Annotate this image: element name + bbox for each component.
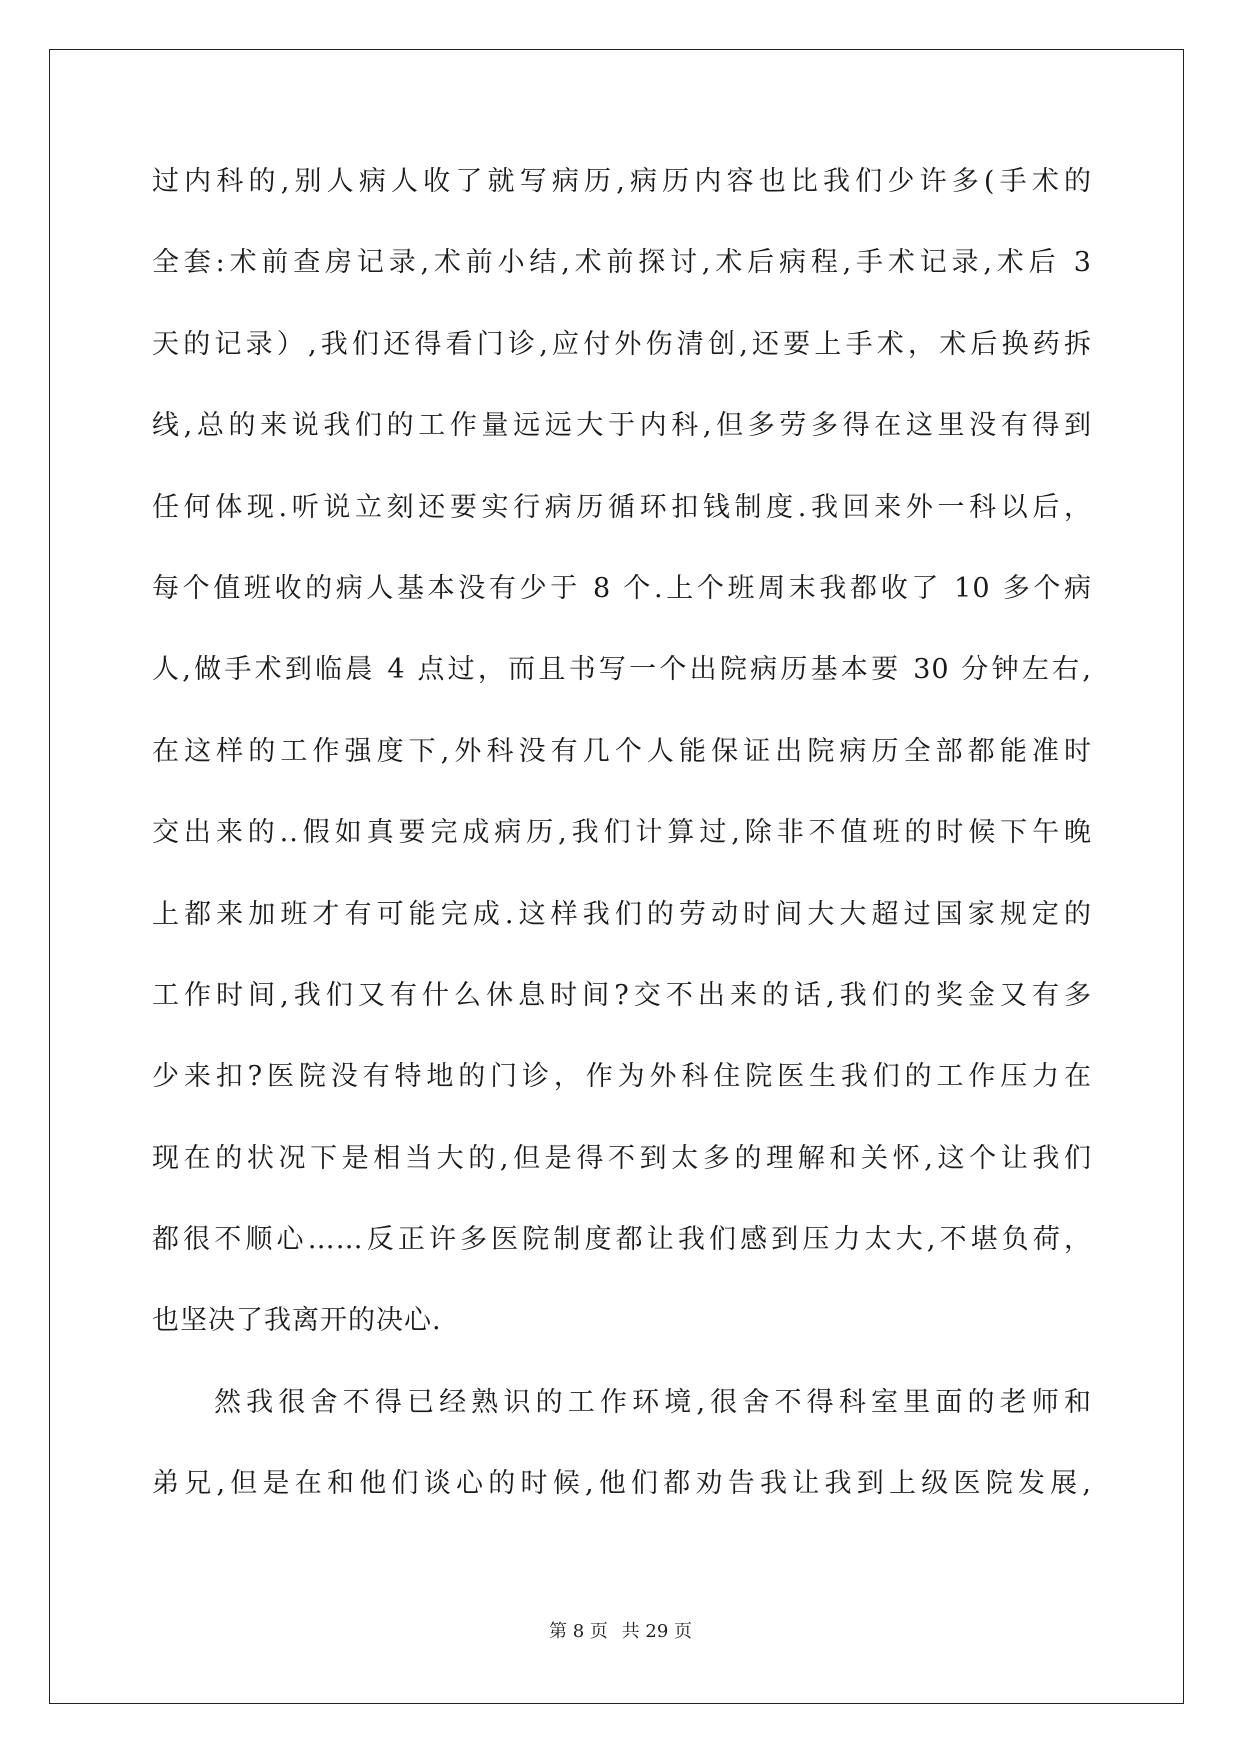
text-line: 现在的状况下是相当大的,但是得不到太多的理解和关怀,这个让我们 <box>152 1142 1092 1174</box>
page-total: 共 29 页 <box>621 1621 692 1642</box>
page-footer <box>0 1620 1241 1644</box>
text-line: 任何体现.听说立刻还要实行病历循环扣钱制度.我回来外一科以后， <box>152 491 1092 523</box>
text-line: 少来扣?医院没有特地的门诊，作为外科住院医生我们的工作压力在 <box>152 1061 1092 1093</box>
text-line: 弟兄,但是在和他们谈心的时候,他们都劝告我让我到上级医院发展, <box>152 1468 1092 1500</box>
text-line: 交出来的..假如真要完成病历,我们计算过,除非不值班的时候下午晚 <box>152 817 1092 849</box>
text-line: 线,总的来说我们的工作量远远大于内科,但多劳多得在这里没有得到 <box>152 410 1092 442</box>
text-line: 天的记录）,我们还得看门诊,应付外伤清创,还要上手术，术后换药拆 <box>152 328 1092 360</box>
document-body <box>152 162 1092 1546</box>
text-line: 工作时间,我们又有什么休息时间?交不出来的话,我们的奖金又有多 <box>152 979 1092 1011</box>
text-line: 都很不顺心……反正许多医院制度都让我们感到压力太大,不堪负荷， <box>152 1224 1092 1256</box>
text-line: 人,做手术到临晨 4 点过，而且书写一个出院病历基本要 30 分钟左右, <box>152 654 1092 686</box>
page-number: 第 8 页 <box>549 1621 608 1642</box>
text-line: 过内科的,别人病人收了就写病历,病历内容也比我们少许多(手术的 <box>152 166 1092 197</box>
paragraph-start-line: 然我很舍不得已经熟识的工作环境,很舍不得科室里面的老师和 <box>214 1386 1092 1418</box>
text-line: 在这样的工作强度下,外科没有几个人能保证出院病历全部都能准时 <box>152 735 1092 767</box>
text-line: 上都来加班才有可能完成.这样我们的劳动时间大大超过国家规定的 <box>152 898 1092 930</box>
paragraph-end-line: 也坚决了我离开的决心. <box>152 1305 442 1337</box>
text-line: 全套:术前查房记录,术前小结,术前探讨,术后病程,手术记录,术后 3 <box>152 247 1092 279</box>
text-line: 每个值班收的病人基本没有少于 8 个.上个班周末我都收了 10 多个病 <box>152 572 1092 604</box>
